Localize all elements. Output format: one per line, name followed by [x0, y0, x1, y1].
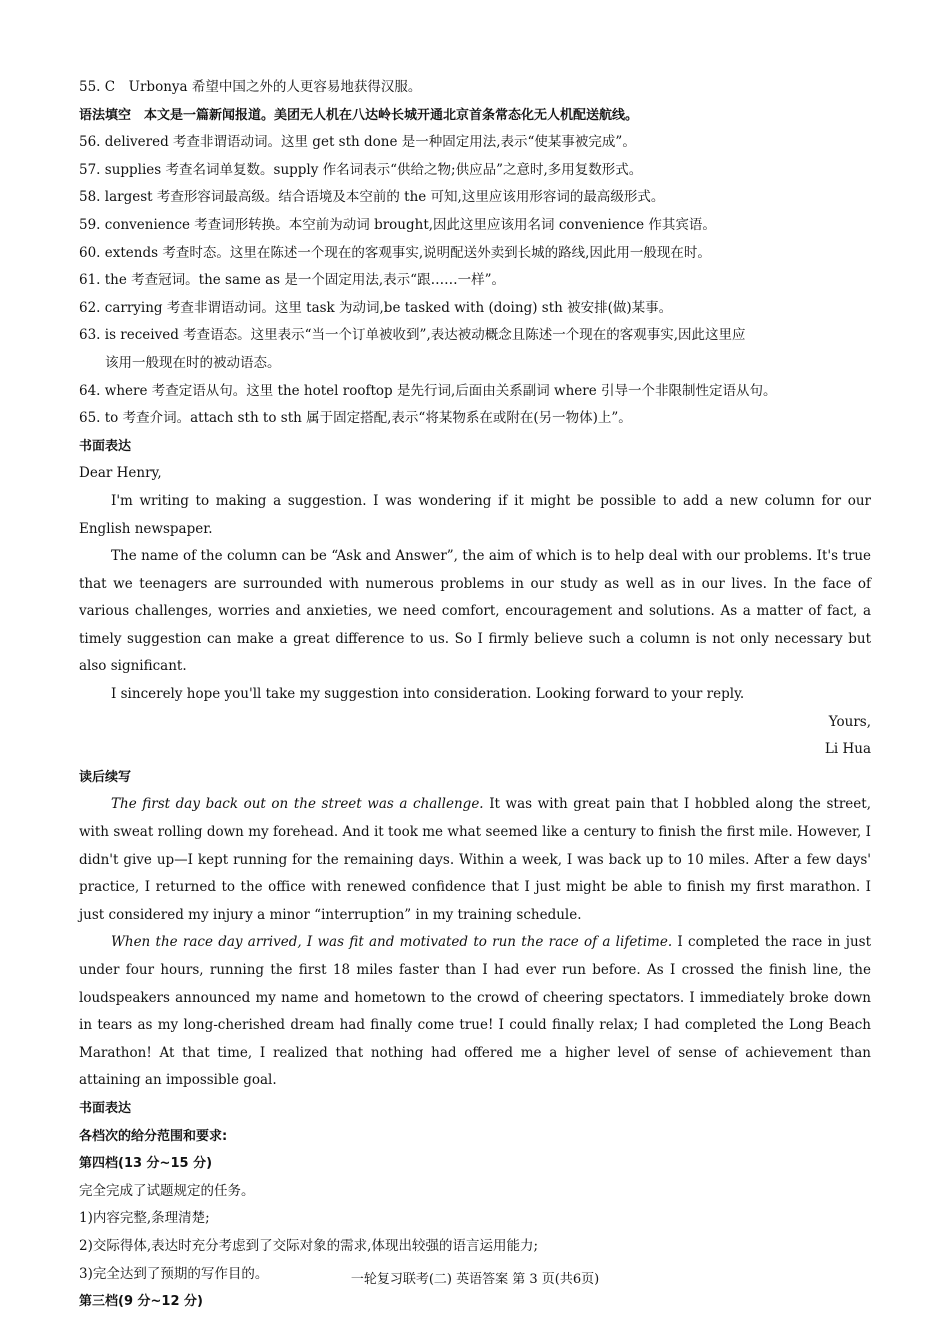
- continuation-paragraph-1-lead: The first day back out on the street was a challenge.: [111, 796, 484, 813]
- letter-salutation: Dear Henry,: [79, 465, 162, 482]
- tier-3-heading: 第三档(9 分~12 分): [79, 1294, 203, 1310]
- writing-heading: 书面表达: [79, 438, 132, 454]
- answer-56: 56. delivered 考查非谓语动词。这里 get sth done 是一种固定用法,表示“使某事被完成”。: [79, 134, 636, 151]
- answer-65: 65. to 考查介词。attach sth to sth 属于固定搭配,表示“将某物系在或附在(另一物体)上”。: [79, 410, 632, 427]
- continuation-heading: 读后续写: [79, 769, 132, 785]
- continuation-paragraph-2-body: I completed the race in just under four hours, running the first 18 miles faster than I had ever run before. As I crossed the finish line, the loudspeakers announced my name and hometown to the crowd of cheering spectators. I immediately broke down in tears as my long-cherished dream had finally come true! I could finally relax; I had completed the Long Beach Marathon! At that time, I realized that nothing had offered me a higher level of sense of achievement than attaining an impossible goal.: [79, 934, 871, 1089]
- tier-4-description: 完全完成了试题规定的任务。: [79, 1182, 255, 1199]
- answer-60: 60. extends 考查时态。这里在陈述一个现在的客观事实,说明配送外卖到长城的路线,因此用一般现在时。: [79, 244, 711, 261]
- answer-page: [79, 74, 871, 1316]
- continuation-paragraph-2: [79, 929, 871, 1095]
- answer-64: 64. where 考查定语从句。这里 the hotel rooftop 是先行词,后面由关系副词 where 引导一个非限制性定语从句。: [79, 382, 777, 399]
- answer-63: 63. is received 考查语态。这里表示“当一个订单被收到”,表达被动概念且陈述一个现在的客观事实,因此这里应: [79, 327, 746, 344]
- scoring-heading: 书面表达: [79, 1100, 132, 1116]
- letter-paragraph-3: I sincerely hope you'll take my suggestion into consideration. Looking forward to your reply.: [111, 686, 745, 703]
- tier-4-item: 1)内容完整,条理清楚;: [79, 1210, 210, 1227]
- letter-paragraph-2: The name of the column can be “Ask and Answer”, the aim of which is to help deal with our problems. It's true that we teenagers are surrounded with numerous problems in our study as well as in our lives. In the face of various challenges, worries and anxieties, we need comfort, encouragement and solutions. As a matter of fact, a timely suggestion can make a great difference to us. So I firmly believe such a column is not only necessary but also significant.: [79, 548, 871, 675]
- answer-55: 55. C Urbonya 希望中国之外的人更容易地获得汉服。: [79, 79, 422, 95]
- grammar-heading: 语法填空 本文是一篇新闻报道。美团无人机在八达岭长城开通北京首条常态化无人机配送航线。: [79, 107, 639, 123]
- answer-62: 62. carrying 考查非谓语动词。这里 task 为动词,be tasked with (doing) sth 被安排(做)某事。: [79, 299, 673, 316]
- answer-61: 61. the 考查冠词。the same as 是一个固定用法,表示“跟……一样”。: [79, 272, 505, 289]
- tier-4-item: 3)完全达到了预期的写作目的。: [79, 1265, 269, 1282]
- continuation-paragraph-2-lead: When the race day arrived, I was fit and motivated to run the race of a lifetime.: [111, 934, 673, 951]
- answer-63-continued: 该用一般现在时的被动语态。: [105, 354, 281, 371]
- letter-signature: Li Hua: [824, 741, 871, 758]
- scoring-subheading: 各档次的给分范围和要求:: [79, 1128, 228, 1144]
- answer-58: 58. largest 考查形容词最高级。结合语境及本空前的 the 可知,这里应该用形容词的最高级形式。: [79, 189, 665, 206]
- tier-4-heading: 第四档(13 分~15 分): [79, 1156, 213, 1172]
- letter-paragraph-1: I'm writing to making a suggestion. I was wondering if it might be possible to add a new column for our English newspaper.: [79, 492, 871, 537]
- answer-57: 57. supplies 考查名词单复数。supply 作名词表示“供给之物;供应品”之意时,多用复数形式。: [79, 161, 643, 178]
- tier-4-item: 2)交际得体,表达时充分考虑到了交际对象的需求,体现出较强的语言运用能力;: [79, 1237, 538, 1254]
- continuation-paragraph-1-body: It was with great pain that I hobbled along the street, with sweat rolling down my forehead. And it took me what seemed like a century to finish the first mile. However, I didn't give up—I kept running for the remaining days. Within a week, I was back up to 10 miles. After a few days' practice, I returned to the office with renewed confidence that I just might be able to finish my first marathon. I just considered my injury a minor “interruption” in my training schedule.: [79, 796, 871, 923]
- letter-closing: Yours,: [828, 713, 871, 730]
- continuation-paragraph-1: [79, 791, 871, 929]
- answer-59: 59. convenience 考查词形转换。本空前为动词 brought,因此这里应该用名词 convenience 作其宾语。: [79, 216, 716, 233]
- page-footer: 一轮复习联考(二) 英语答案 第 3 页(共6页): [350, 1272, 600, 1287]
